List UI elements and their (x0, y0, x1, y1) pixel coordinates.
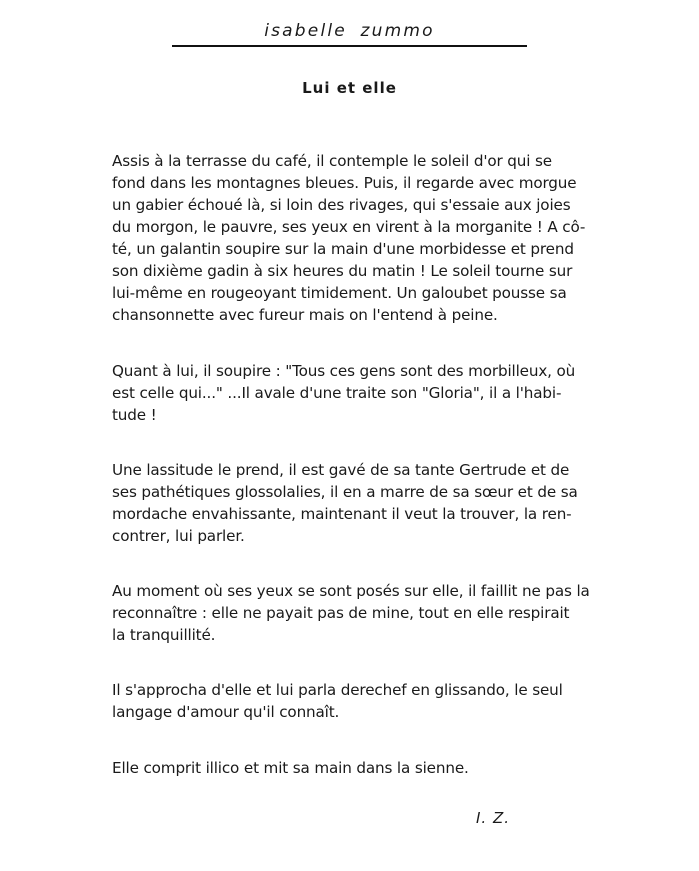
text-line: ses pathétiques glossolalies, il en a marre de sa sœur et de sa (112, 483, 578, 501)
paragraph-6 (112, 757, 469, 779)
paragraph-5 (112, 679, 563, 723)
text-line: son dixième gadin à six heures du matin ! Le soleil tourne sur (112, 262, 573, 280)
text-line: contrer, lui parler. (112, 527, 245, 545)
text-line: est celle qui..." ...Il avale d'une traite son "Gloria", il a l'habi- (112, 384, 562, 402)
text-line: fond dans les montagnes bleues. Puis, il regarde avec morgue (112, 174, 577, 192)
text-line: tude ! (112, 406, 157, 424)
text-line: la tranquillité. (112, 626, 216, 644)
text-line: lui-même en rougeoyant timidement. Un galoubet pousse sa (112, 284, 567, 302)
text-line: Quant à lui, il soupire : "Tous ces gens sont des morbilleux, où (112, 362, 576, 380)
text-line: Il s'approcha d'elle et lui parla derechef en glissando, le seul (112, 681, 563, 699)
signature: I. Z. (476, 809, 511, 827)
text-line: Au moment où ses yeux se sont posés sur elle, il faillit ne pas la (112, 582, 590, 600)
text-line: Une lassitude le prend, il est gavé de sa tante Gertrude et de (112, 461, 570, 479)
text-line: du morgon, le pauvre, ses yeux en virent à la morganite ! A cô- (112, 218, 586, 236)
paragraph-1 (112, 150, 585, 326)
paragraph-4 (112, 580, 590, 646)
text-line: reconnaître : elle ne payait pas de mine, tout en elle respirait (112, 604, 570, 622)
text-line: Assis à la terrasse du café, il contemple le soleil d'or qui se (112, 152, 552, 170)
poem-title: Lui et elle (302, 79, 397, 97)
paragraph-3 (112, 459, 578, 547)
paragraph-2 (112, 360, 575, 426)
header-rule (172, 45, 527, 47)
text-line: mordache envahissante, maintenant il veut la trouver, la ren- (112, 505, 572, 523)
text-line: té, un galantin soupire sur la main d'une morbidesse et prend (112, 240, 574, 258)
text-line: Elle comprit illico et mit sa main dans la sienne. (112, 759, 469, 777)
text-line: langage d'amour qu'il connaît. (112, 703, 340, 721)
text-line: chansonnette avec fureur mais on l'entend à peine. (112, 306, 498, 324)
text-line: un gabier échoué là, si loin des rivages, qui s'essaie aux joies (112, 196, 571, 214)
author-header: isabelle zummo (264, 21, 435, 41)
